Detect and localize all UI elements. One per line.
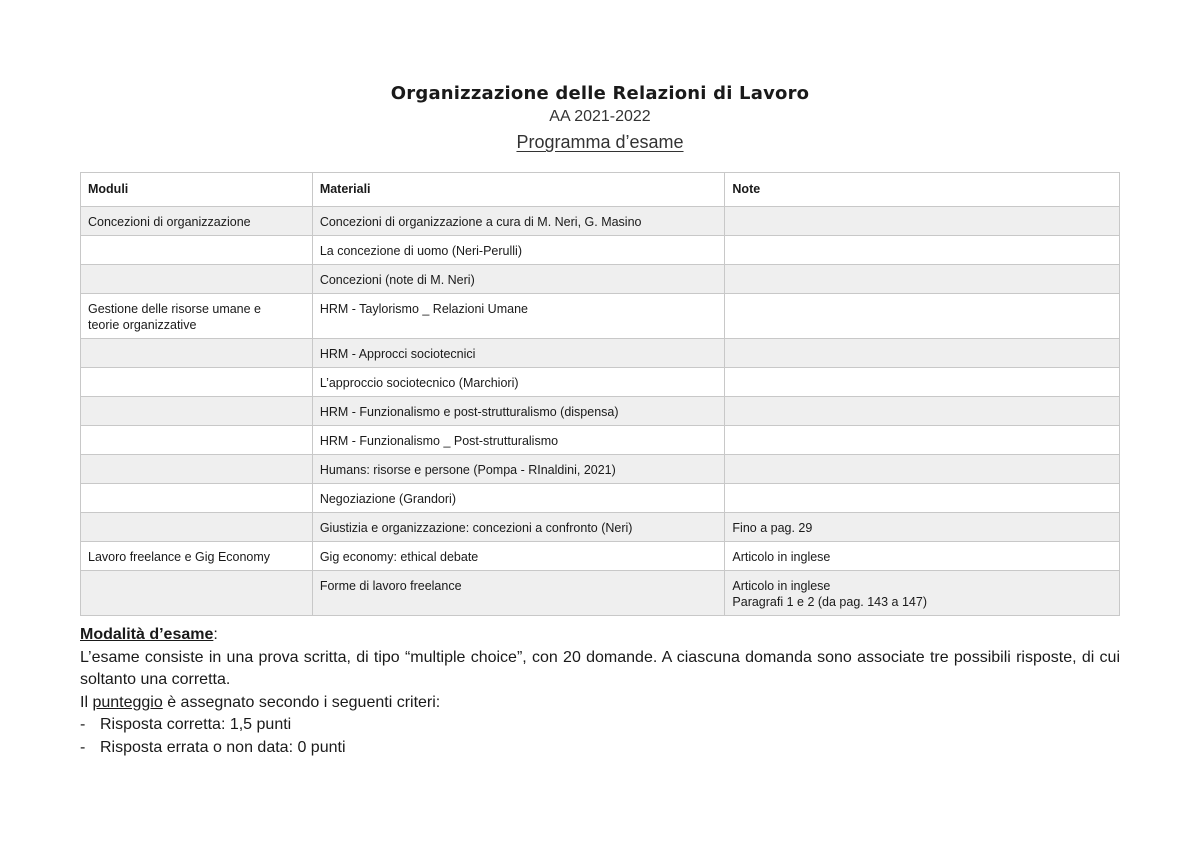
table-row <box>81 236 1120 265</box>
bullet-dash: - <box>80 716 86 733</box>
note-cell <box>725 426 1120 455</box>
note-cell <box>725 339 1120 368</box>
exam-section <box>80 624 1120 759</box>
note-cell <box>725 484 1120 513</box>
table-row <box>81 207 1120 236</box>
note-cell <box>725 455 1120 484</box>
table-row <box>81 339 1120 368</box>
exam-heading: Modalità d’esame <box>80 626 214 643</box>
note-cell: Articolo in inglese <box>725 542 1120 571</box>
title-block <box>0 82 1200 153</box>
material-cell: Gig economy: ethical debate <box>312 542 725 571</box>
table-row <box>81 426 1120 455</box>
program-table <box>80 172 1120 616</box>
document-title: Organizzazione delle Relazioni di Lavoro <box>390 83 810 104</box>
academic-year: AA 2021-2022 <box>549 108 651 125</box>
note-cell <box>725 236 1120 265</box>
module-cell <box>81 265 313 294</box>
material-cell: L’approccio sociotecnico (Marchiori) <box>312 368 725 397</box>
table-row <box>81 542 1120 571</box>
material-cell: La concezione di uomo (Neri-Perulli) <box>312 236 725 265</box>
table-row <box>81 397 1120 426</box>
module-cell: Gestione delle risorse umane e teorie organizzative <box>81 294 313 339</box>
material-cell: Concezioni (note di M. Neri) <box>312 265 725 294</box>
material-cell: HRM - Funzionalismo _ Post-strutturalismo <box>312 426 725 455</box>
table-header-row <box>81 173 1120 207</box>
note-cell <box>725 207 1120 236</box>
module-cell <box>81 455 313 484</box>
table-row <box>81 294 1120 339</box>
column-header-notes: Note <box>725 173 1120 207</box>
exam-heading-line <box>80 624 1120 647</box>
document-subtitle: Programma d’esame <box>516 132 684 152</box>
list-item: - Risposta errata o non data: 0 punti <box>80 737 1120 760</box>
table-row <box>81 484 1120 513</box>
score-criteria-list <box>80 714 1120 759</box>
material-cell: Humans: risorse e persone (Pompa - RInaldini, 2021) <box>312 455 725 484</box>
exam-heading-colon: : <box>213 626 218 643</box>
note-cell: Articolo in inglese Paragrafi 1 e 2 (da pag. 143 a 147) <box>725 571 1120 616</box>
table-row <box>81 265 1120 294</box>
list-item: - Risposta corretta: 1,5 punti <box>80 714 1120 737</box>
exam-description: L’esame consiste in una prova scritta, di tipo “multiple choice”, con 20 domande. A ciascuna domanda sono associate tre possibili risposte, di cui soltanto una corretta. <box>80 648 1120 688</box>
module-cell: Concezioni di organizzazione <box>81 207 313 236</box>
module-cell <box>81 571 313 616</box>
module-cell <box>81 339 313 368</box>
table-row <box>81 368 1120 397</box>
note-cell: Fino a pag. 29 <box>725 513 1120 542</box>
column-header-modules: Moduli <box>81 173 313 207</box>
module-cell <box>81 484 313 513</box>
module-cell <box>81 368 313 397</box>
score-intro: Il punteggio è assegnato secondo i seguenti criteri: <box>80 693 441 711</box>
table-row <box>81 513 1120 542</box>
note-cell <box>725 265 1120 294</box>
column-header-materials: Materiali <box>312 173 725 207</box>
score-keyword: punteggio <box>92 693 163 711</box>
table-row <box>81 455 1120 484</box>
note-cell <box>725 397 1120 426</box>
material-cell: HRM - Funzionalismo e post-strutturalismo (dispensa) <box>312 397 725 426</box>
material-cell: Negoziazione (Grandori) <box>312 484 725 513</box>
note-cell <box>725 368 1120 397</box>
material-cell: HRM - Approcci sociotecnici <box>312 339 725 368</box>
module-cell <box>81 236 313 265</box>
module-cell <box>81 397 313 426</box>
table-row <box>81 571 1120 616</box>
bullet-dash: - <box>80 738 86 756</box>
note-cell <box>725 294 1120 339</box>
module-cell <box>81 426 313 455</box>
material-cell: Forme di lavoro freelance <box>312 571 725 616</box>
module-cell <box>81 513 313 542</box>
material-cell: Giustizia e organizzazione: concezioni a confronto (Neri) <box>312 513 725 542</box>
module-cell: Lavoro freelance e Gig Economy <box>81 542 313 571</box>
material-cell: HRM - Taylorismo _ Relazioni Umane <box>312 294 725 339</box>
material-cell: Concezioni di organizzazione a cura di M. Neri, G. Masino <box>312 207 725 236</box>
